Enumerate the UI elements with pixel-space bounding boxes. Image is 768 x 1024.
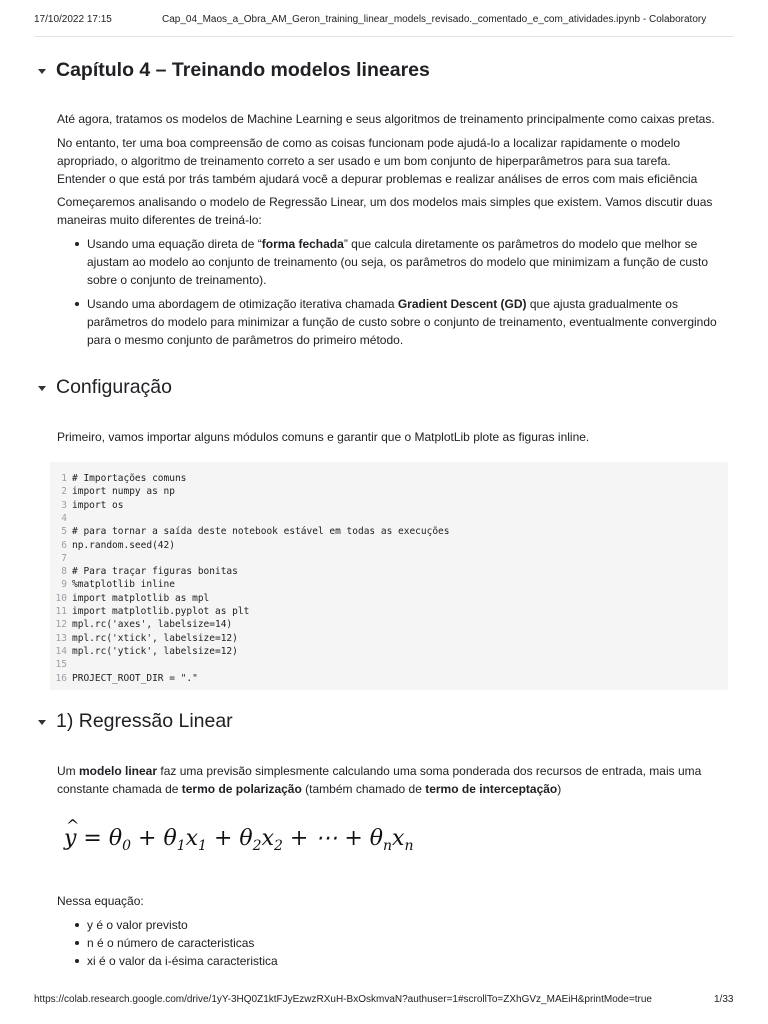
code-line — [50, 658, 728, 671]
chapter-paragraph-2: No entanto, ter uma boa compreensão de como as coisas funcionam pode ajudá-lo a localizar rapidamente o modelo apropriado, o algoritmo de treinamento correto a ser usado e um bom conjunto de hiperparâmetros para sua tarefa. Entender o que está por trás também ajudará você a depurar problemas e realizar análises de erros com mais eficiência — [57, 136, 698, 186]
equation-intro: Nessa equação: — [57, 894, 144, 908]
code-text: mpl.rc('ytick', labelsize=12) — [72, 645, 238, 657]
code-line — [50, 565, 728, 578]
code-line — [50, 632, 728, 645]
list-item: n é o número de caracteristicas — [57, 934, 717, 952]
print-header — [0, 14, 768, 28]
code-text: %matplotlib inline — [72, 579, 175, 591]
line-number: 10 — [55, 592, 67, 604]
code-line — [50, 539, 728, 552]
code-line — [50, 645, 728, 658]
page-url: https://colab.research.google.com/drive/1yY-3HQ0Z1ktFJyEzwzRXuH-BxOskmvaN?authuser=1#scrollTo=ZXhGVz_MAEiH&printMode=true — [34, 994, 652, 1005]
linear-regression-equation: ^ $y = \theta_0 + \theta_1x_1 + \theta_2x_2$ + ⋯ + $\theta_nx_n$ — [64, 826, 413, 854]
list-item: Usando uma abordagem de otimização iterativa chamada Gradient Descent (GD) que ajusta gradualmente os parâmetros do modelo para minimizar a função de custo sobre o conjunto de treinamento, eventualmente convergindo para o mesmo conjunto de parâmetros do primeiro método. — [57, 295, 717, 349]
code-line — [50, 552, 728, 565]
equation-terms-list — [57, 916, 717, 970]
print-title: Cap_04_Maos_a_Obra_AM_Geron_training_linear_models_revisado._comentado_e_com_atividades.ipynb - Colaboratory — [162, 14, 707, 25]
line-number: 4 — [61, 512, 67, 524]
line-number: 1 — [61, 473, 67, 484]
code-line — [50, 512, 728, 525]
list-item: y é o valor previsto — [57, 916, 717, 934]
chapter-paragraph-1: Até agora, tratamos os modelos de Machine Learning e seus algoritmos de treinamento principalmente como caixas pretas. — [57, 112, 715, 126]
code-line — [50, 605, 728, 618]
code-line — [50, 485, 728, 498]
chapter-paragraph-3: Começaremos analisando o modelo de Regressão Linear, um dos modelos mais simples que existem. Vamos discutir duas maneiras muito diferentes de treiná-lo: — [57, 195, 713, 227]
line-number: 3 — [61, 499, 67, 511]
line-number: 11 — [55, 606, 67, 617]
line-number: 15 — [55, 659, 67, 671]
code-text: PROJECT_ROOT_DIR = "." — [72, 672, 198, 684]
line-number: 6 — [61, 539, 67, 551]
list-item: Usando uma equação direta de “forma fechada” que calcula diretamente os parâmetros do modelo que melhor se ajustam ao modelo ao conjunto de treinamento (ou seja, os parâmetros do modelo que minimizam a função de custo sobre o conjunto de treinamento). — [57, 235, 717, 289]
line-number: 2 — [61, 486, 67, 498]
code-line — [50, 499, 728, 512]
code-text: mpl.rc('xtick', labelsize=12) — [72, 632, 238, 644]
code-cell[interactable] — [50, 462, 728, 690]
code-line — [50, 618, 728, 631]
code-text: np.random.seed(42) — [72, 539, 175, 551]
page-number: 1/33 — [714, 994, 734, 1005]
print-datetime: 17/10/2022 17:15 — [34, 14, 112, 25]
collapse-caret-icon[interactable] — [38, 69, 46, 74]
methods-list — [57, 235, 717, 349]
line-number: 8 — [61, 566, 67, 578]
divider — [34, 36, 734, 37]
code-text: # Para traçar figuras bonitas — [72, 566, 238, 578]
code-line — [50, 525, 728, 538]
list-item: xi é o valor da i-ésima caracteristica — [57, 952, 717, 970]
regression-paragraph: Um modelo linear faz uma previsão simplesmente calculando uma soma ponderada dos recursos de entrada, mais uma constante chamada de termo de polarização (também chamado de termo de interceptação) — [57, 764, 702, 796]
line-number: 7 — [61, 552, 67, 564]
line-number: 9 — [61, 579, 67, 591]
collapse-caret-icon[interactable] — [38, 386, 46, 391]
line-number: 14 — [55, 645, 67, 657]
chapter-title: Capítulo 4 – Treinando modelos lineares — [56, 59, 430, 81]
code-text: import matplotlib.pyplot as plt — [72, 606, 250, 617]
config-paragraph: Primeiro, vamos importar alguns módulos comuns e garantir que o MatplotLib plote as figuras inline. — [57, 430, 590, 444]
code-line — [50, 592, 728, 605]
code-text: import matplotlib as mpl — [72, 592, 210, 604]
line-number: 12 — [55, 619, 67, 631]
line-number: 5 — [61, 526, 67, 538]
code-text: mpl.rc('axes', labelsize=14) — [72, 619, 233, 631]
regression-title: 1) Regressão Linear — [56, 710, 233, 732]
code-line — [50, 472, 728, 485]
code-text: # Importações comuns — [72, 473, 187, 484]
code-line — [50, 578, 728, 591]
line-number: 16 — [55, 672, 67, 684]
code-line — [50, 672, 728, 685]
config-title: Configuração — [56, 376, 172, 398]
collapse-caret-icon[interactable] — [38, 720, 46, 725]
regression-section-header[interactable] — [38, 710, 233, 733]
chapter-section-header[interactable] — [38, 59, 430, 82]
code-text: import numpy as np — [72, 486, 175, 498]
code-text: # para tornar a saída deste notebook estável em todas as execuções — [72, 526, 450, 538]
code-text: import os — [72, 499, 124, 511]
line-number: 13 — [55, 632, 67, 644]
config-section-header[interactable] — [38, 376, 172, 399]
